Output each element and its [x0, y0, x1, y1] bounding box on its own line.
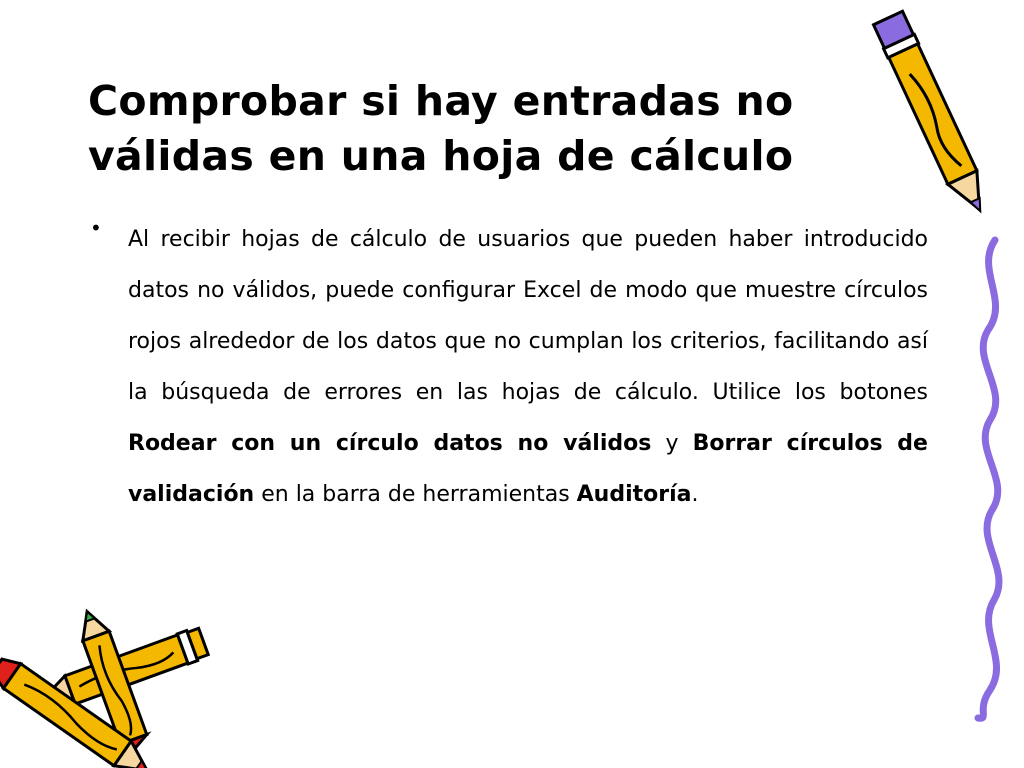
body-text-4: .	[691, 482, 699, 507]
body-bold-rodear: Rodear con un círculo datos no válidos	[128, 431, 652, 456]
slide-title-line-2: válidas en una hoja de cálculo	[88, 132, 794, 180]
body-text-3: en la barra de herramientas	[254, 482, 577, 507]
bullet-marker: •	[90, 216, 102, 240]
body-text-2: y	[651, 431, 693, 456]
body-text-1: Al recibir hojas de cálculo de usuarios que pueden haber introducido datos no válidos, puede configurar Excel de modo que muestre círculos rojos alrededor de los datos que no cumplan los criterios, facilitando así la búsqueda de errores en las hojas de cálculo. Utilice los botones	[128, 227, 928, 405]
body-bold-borrar: Borrar círculos de validación	[128, 431, 928, 507]
slide-title-line-1: Comprobar si hay entradas no	[88, 77, 794, 125]
body-bold-auditoria: Auditoría	[576, 482, 692, 507]
